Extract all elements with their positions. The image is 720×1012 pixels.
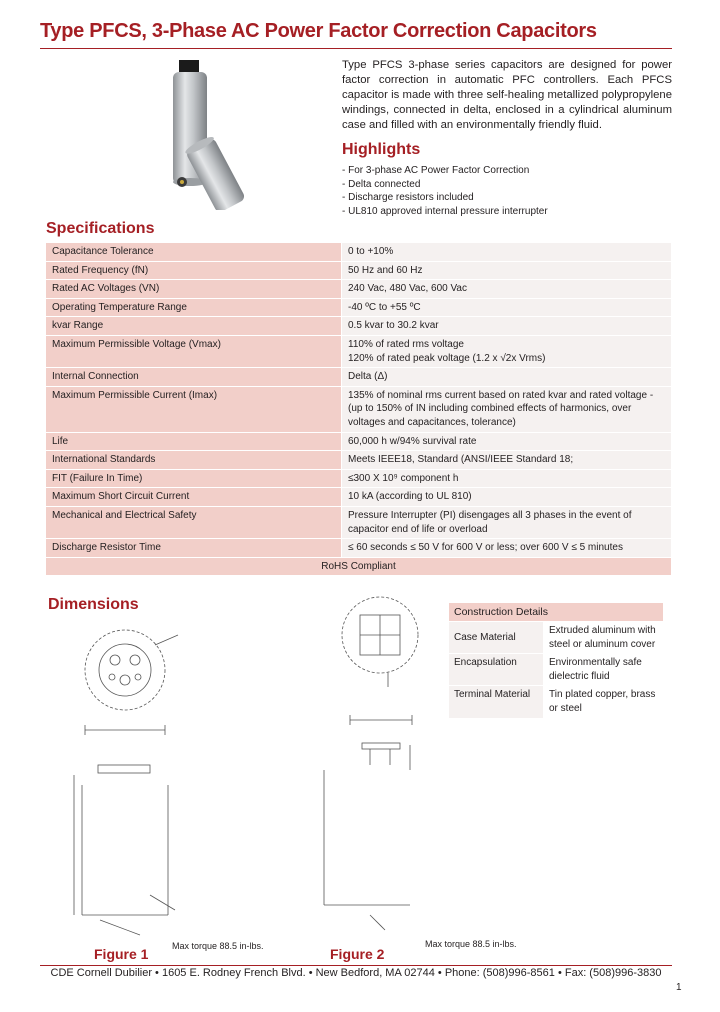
spec-label: International Standards [46, 451, 342, 470]
table-row [449, 654, 664, 686]
spec-label: Maximum Permissible Voltage (Vmax) [46, 335, 342, 367]
table-row [449, 622, 664, 654]
spec-label: Internal Connection [46, 368, 342, 387]
list-item: - UL810 approved internal pressure interrupter [342, 205, 548, 217]
list-item: - For 3-phase AC Power Factor Correction [342, 165, 530, 176]
specifications-table [45, 242, 672, 576]
table-row [46, 539, 672, 558]
table-row [46, 243, 672, 262]
table-row [46, 506, 672, 538]
spec-value: 10 kA (according to UL 810) [342, 488, 672, 507]
table-row [46, 451, 672, 470]
spec-label: kvar Range [46, 317, 342, 336]
spec-value: 0.5 kvar to 30.2 kvar [342, 317, 672, 336]
spec-label: Capacitance Tolerance [46, 243, 342, 262]
highlights-heading: Highlights [342, 141, 421, 158]
construction-value: Extruded aluminum with steel or aluminum cover [544, 622, 664, 654]
spec-value: Pressure Interrupter (PI) disengages all 3 phases in the event of capacitor end of life or overload [342, 506, 672, 538]
spec-value: -40 ºC to +55 ºC [342, 298, 672, 317]
spec-label: Maximum Permissible Current (Imax) [46, 386, 342, 432]
list-item: - Delta connected [342, 178, 421, 190]
specifications-heading: Specifications [46, 220, 155, 237]
figure-1-torque: Max torque 88.5 in-lbs. [172, 941, 264, 951]
spec-label: Operating Temperature Range [46, 298, 342, 317]
company-footer: CDE Cornell Dubilier • 1605 E. Rodney French Blvd. • New Bedford, MA 02744 • Phone: (508)996-8561 • Fax: (508)996-3830 [50, 967, 662, 979]
table-row [46, 368, 672, 387]
construction-heading: Construction Details [449, 603, 664, 622]
figure-2-torque: Max torque 88.5 in-lbs. [425, 939, 517, 949]
table-row [46, 298, 672, 317]
figure-1-label: Figure 1 [94, 946, 149, 962]
spec-value: 110% of rated rms voltage 120% of rated peak voltage (1.2 x √2x Vrms) [342, 335, 672, 367]
page-number: 1 [676, 982, 682, 993]
table-row [46, 557, 672, 576]
table-row [46, 280, 672, 299]
spec-value: ≤300 X 10⁹ component h [342, 469, 672, 488]
construction-label: Terminal Material [449, 686, 544, 718]
capacitor-photo [165, 60, 255, 210]
table-row [46, 469, 672, 488]
title-divider [40, 48, 672, 49]
construction-value: Tin plated copper, brass or steel [544, 686, 664, 718]
spec-label: Life [46, 432, 342, 451]
footer-divider [40, 965, 672, 966]
spec-value: 135% of nominal rms current based on rated kvar and rated voltage - (up to 150% of IN including combined effects of harmonics, over voltages and capacitances, tolerance) [342, 386, 672, 432]
spec-label: Maximum Short Circuit Current [46, 488, 342, 507]
page-title: Type PFCS, 3-Phase AC Power Factor Correction Capacitors [40, 20, 597, 42]
list-item: - Discharge resistors included [342, 192, 474, 203]
spec-label: Mechanical and Electrical Safety [46, 506, 342, 538]
figure-1-drawing [60, 615, 210, 945]
table-row [46, 432, 672, 451]
spec-value: 60,000 h w/94% survival rate [342, 432, 672, 451]
highlights-list [342, 164, 548, 218]
spec-value: ≤ 60 seconds ≤ 50 V for 600 V or less; over 600 V ≤ 5 minutes [342, 539, 672, 558]
intro-paragraph: Type PFCS 3-phase series capacitors are designed for power factor correction in automatic PFC controllers. Each PFCS capacitor is made with three self-healing metallized polypropylene windings, connected in delta, enclosed in a cylindrical aluminum case and filled with an environmentally friendly fluid. [342, 59, 672, 131]
spec-label: FIT (Failure In Time) [46, 469, 342, 488]
table-row [449, 686, 664, 718]
table-row [46, 488, 672, 507]
construction-details-table [448, 602, 664, 719]
spec-value: 0 to +10% [342, 243, 672, 262]
construction-value: Environmentally safe dielectric fluid [544, 654, 664, 686]
spec-label: Rated AC Voltages (VN) [46, 280, 342, 299]
table-row [46, 317, 672, 336]
table-row [46, 386, 672, 432]
spec-label: Discharge Resistor Time [46, 539, 342, 558]
construction-label: Case Material [449, 622, 544, 654]
rohs-compliant: RoHS Compliant [46, 557, 672, 576]
spec-value: 240 Vac, 480 Vac, 600 Vac [342, 280, 672, 299]
figure-2-drawing [300, 595, 430, 945]
dimensions-heading: Dimensions [48, 596, 139, 613]
figure-2-label: Figure 2 [330, 946, 385, 962]
spec-value: Delta (Δ) [342, 368, 672, 387]
spec-label: Rated Frequency (fN) [46, 261, 342, 280]
spec-value: Meets IEEE18, Standard (ANSI/IEEE Standard 18; [342, 451, 672, 470]
spec-value: 50 Hz and 60 Hz [342, 261, 672, 280]
table-row [46, 335, 672, 367]
construction-label: Encapsulation [449, 654, 544, 686]
table-row [46, 261, 672, 280]
